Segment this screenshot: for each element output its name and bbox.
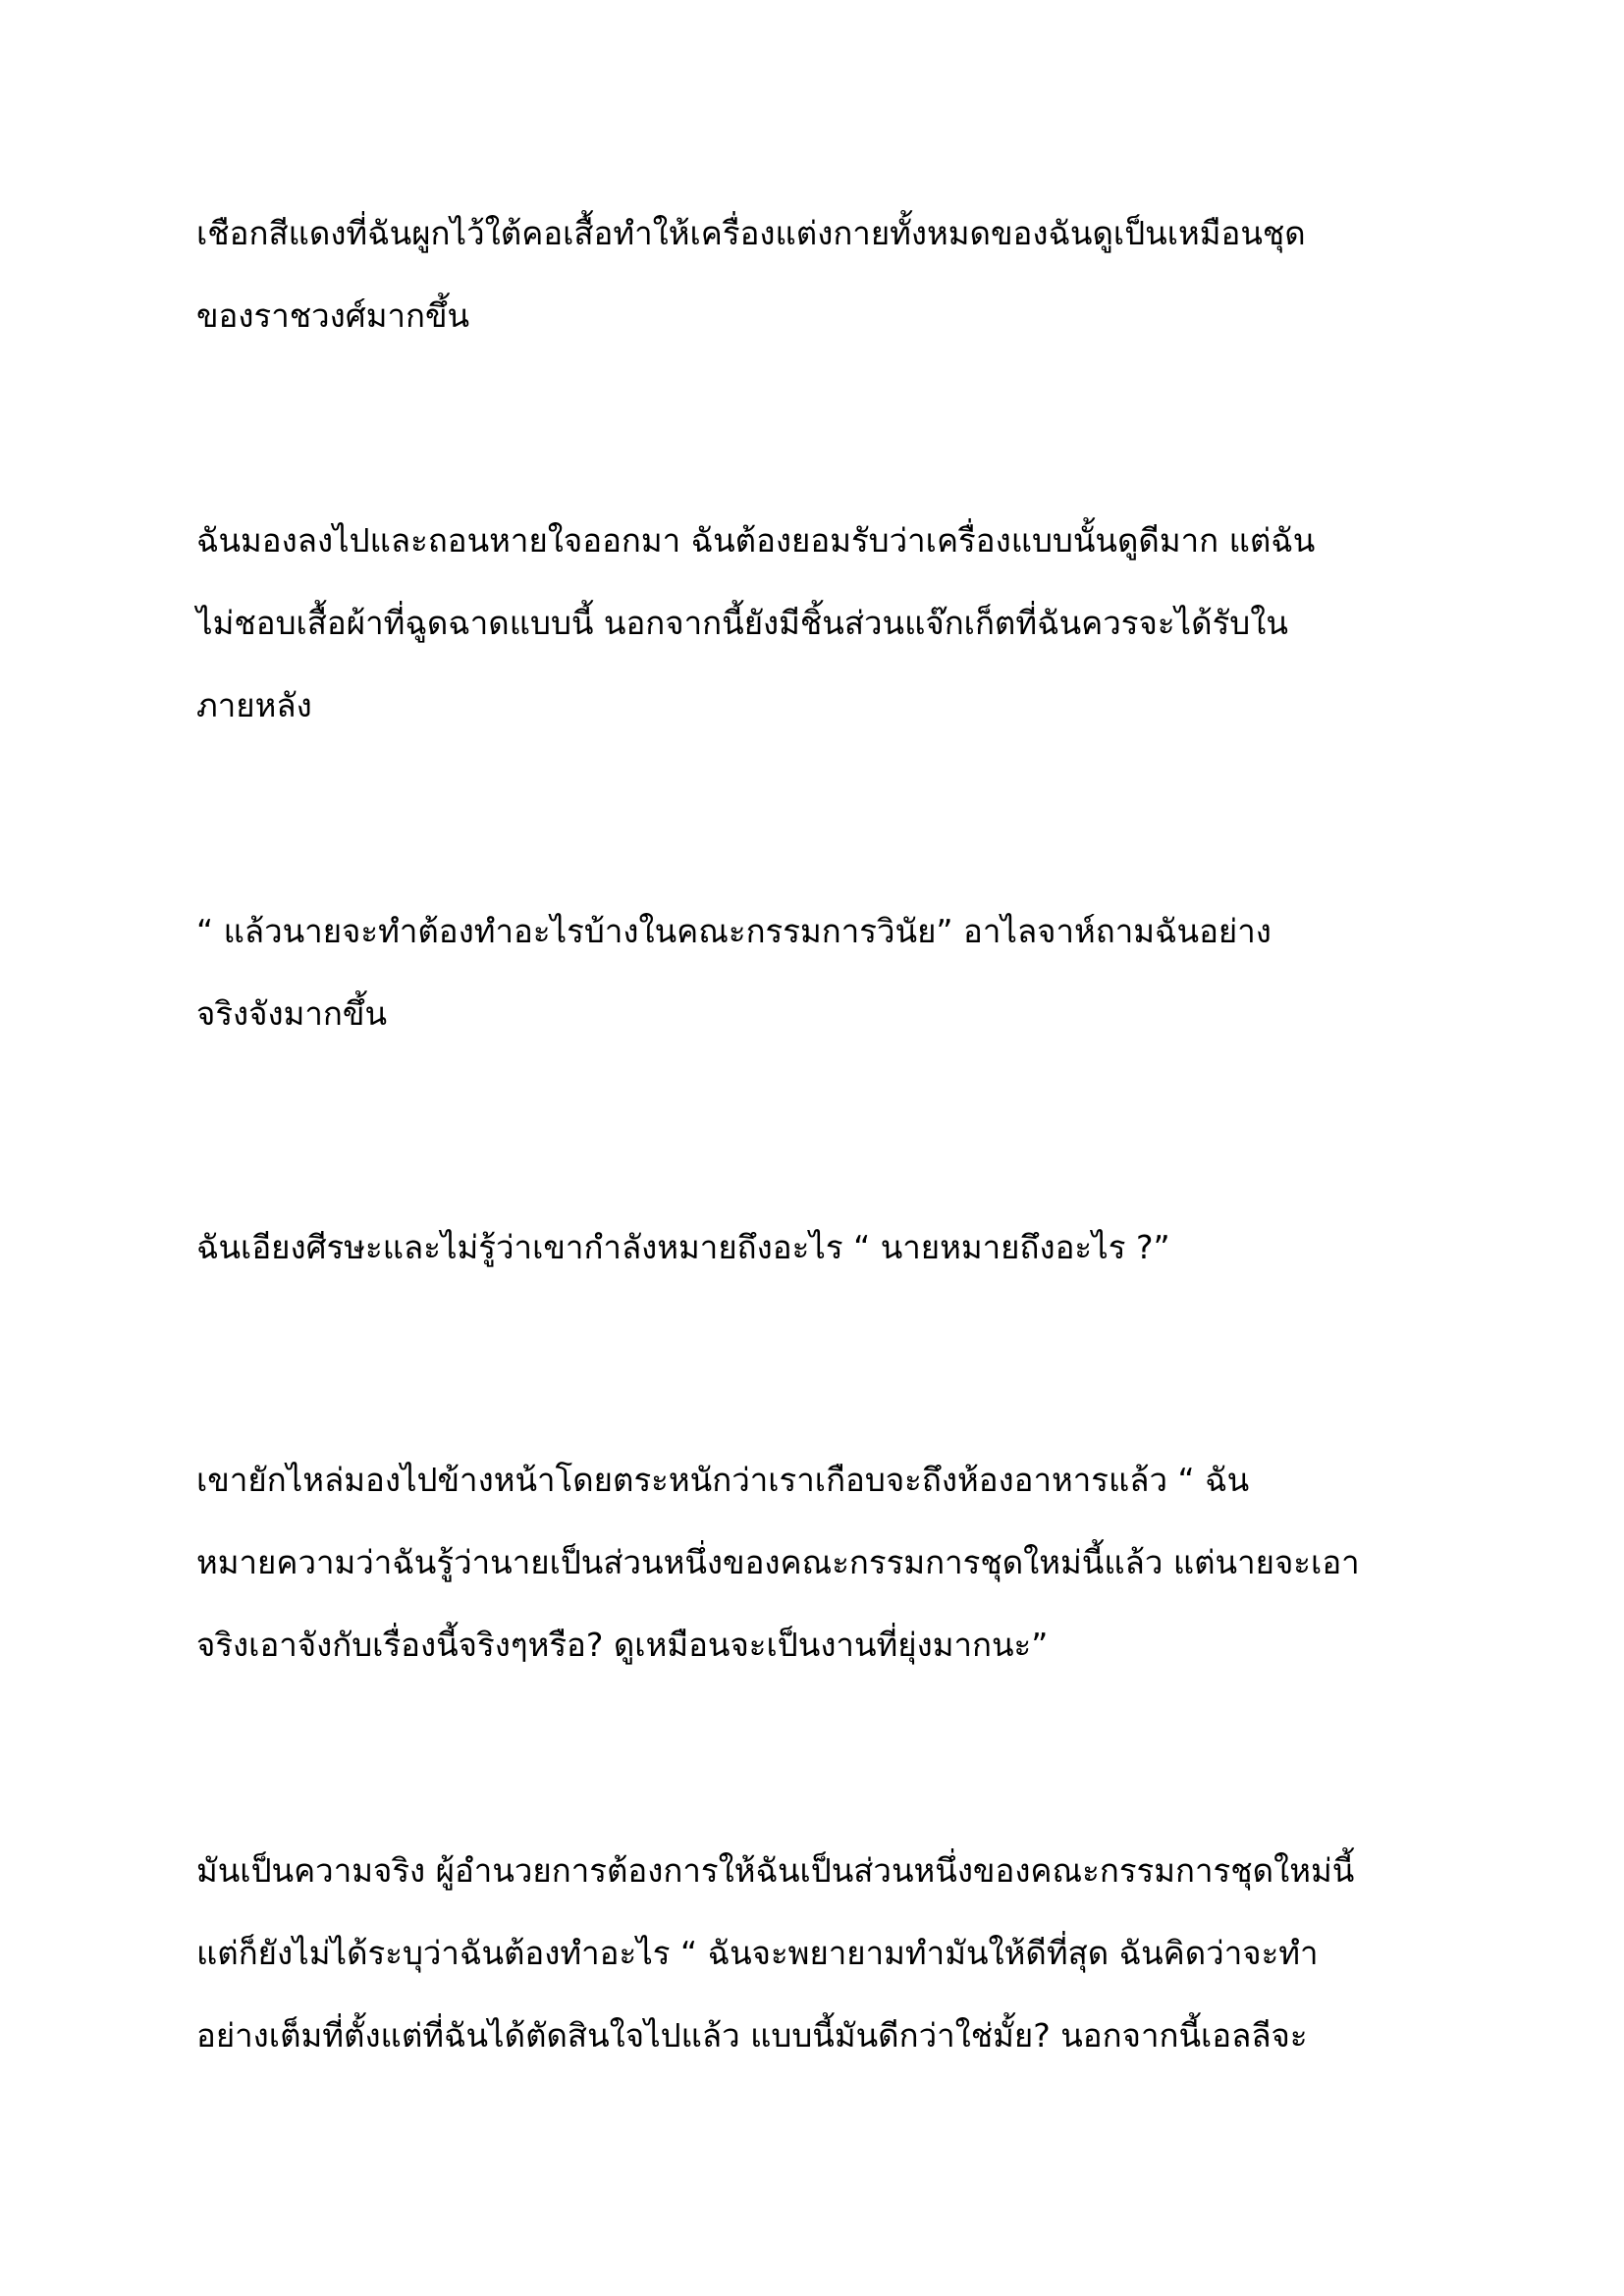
text-line: เชือกสีแดงที่ฉันผูกไว้ใต้คอเสื้อทำให้เครื่องแต่งกายทั้งหมดของฉันดูเป็นเหมือนชุด	[196, 214, 1306, 252]
text-line: หมายความว่าฉันรู้ว่านายเป็นส่วนหนึ่งของคณะกรรมการชุดใหม่นี้แล้ว แต่นายจะเอา	[196, 1543, 1360, 1581]
text-line: อย่างเต็มที่ตั้งแต่ที่ฉันได้ตัดสินใจไปแล้ว แบบนี้มันดีกว่าใช่มั้ย? นอกจากนี้เอลลีจะ	[196, 2016, 1308, 2055]
text-line: ของราชวงศ์มากขึ้น	[196, 296, 470, 335]
text-line: “ แล้วนายจะทำต้องทำอะไรบ้างในคณะกรรมการวินัย” อาไลจาห์ถามฉันอย่าง	[196, 912, 1272, 950]
text-line: แต่ก็ยังไม่ได้ระบุว่าฉันต้องทำอะไร “ ฉันจะพยายามทำมันให้ดีที่สุด ฉันคิดว่าจะทำ	[196, 1934, 1319, 1972]
text-line: จริงจังมากขึ้น	[196, 994, 388, 1033]
text-line: จริงเอาจังกับเรื่องนี้จริงๆหรือ? ดูเหมือนจะเป็นงานที่ยุ่งมากนะ”	[196, 1626, 1049, 1664]
text-line: มันเป็นความจริง ผู้อำนวยการต้องการให้ฉันเป็นส่วนหนึ่งของคณะกรรมการชุดใหม่นี้	[196, 1851, 1355, 1890]
text-line: ภายหลัง	[196, 686, 312, 724]
paragraph-3	[196, 890, 1473, 1055]
paragraph-4	[196, 1206, 1473, 1289]
paragraph-2	[196, 500, 1473, 747]
paragraph-6	[196, 1830, 1473, 2077]
text-line: เขายักไหล่มองไปข้างหน้าโดยตระหนักว่าเราเกือบจะถึงห้องอาหารแล้ว “ ฉัน	[196, 1461, 1250, 1499]
text-line: ฉันเอียงศีรษะและไม่รู้ว่าเขากำลังหมายถึงอะไร “ นายหมายถึงอะไร ?”	[196, 1228, 1170, 1266]
text-line: ไม่ชอบเสื้อผ้าที่ฉูดฉาดแบบนี้ นอกจากนี้ยังมีชิ้นส่วนแจ๊กเก็ตที่ฉันควรจะได้รับใน	[196, 604, 1288, 642]
text-line: ฉันมองลงไปและถอนหายใจออกมา ฉันต้องยอมรับว่าเครื่องแบบนั้นดูดีมาก แต่ฉัน	[196, 521, 1316, 560]
paragraph-5	[196, 1439, 1473, 1686]
paragraph-1	[196, 192, 1473, 357]
